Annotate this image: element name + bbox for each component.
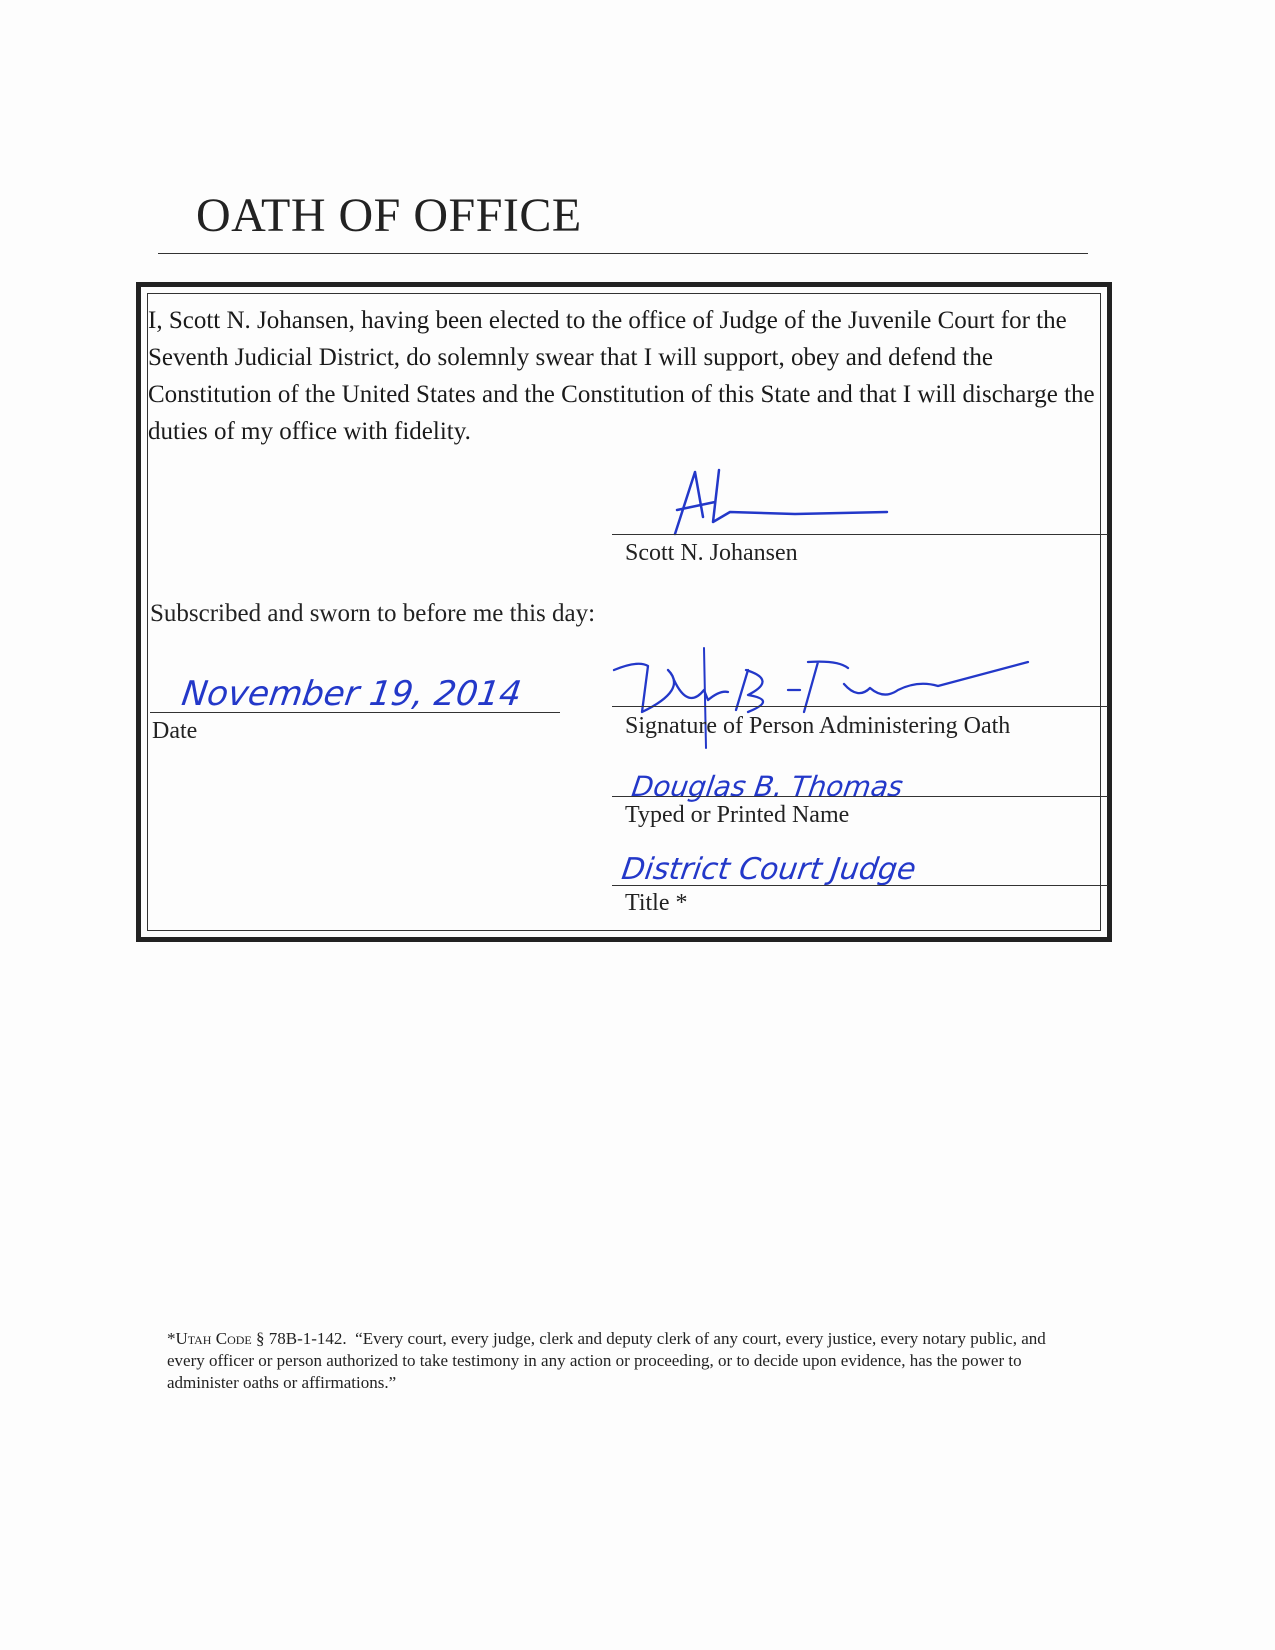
oath-text: I, Scott N. Johansen, having been elected to the office of Judge of the Juvenile Court for the Seventh Judicial District, do solemnly swear that I will support, obey and defend the Constitution of the United States and the Constitution of this State and that I will discharge the duties of my office with fidelity. [148,307,1095,445]
signature-label: Signature of Person Administering Oath [625,713,1011,739]
title-line [612,885,1108,886]
footnote [167,1328,1087,1394]
signature-line [612,706,1108,707]
title-handwritten: District Court Judge [619,852,919,887]
affiant-name-label: Scott N. Johansen [625,540,798,566]
footnote-code-name: Utah Code [175,1329,252,1348]
date-label: Date [152,718,198,744]
date-handwritten: November 19, 2014 [179,674,524,714]
affiant-signature [655,462,895,542]
printed-name-line [612,796,1108,797]
footnote-asterisk: * [167,1329,176,1348]
date-line [150,712,560,713]
title-rule [158,253,1088,254]
printed-name-handwritten: Douglas B. Thomas [629,770,905,803]
document-title: OATH OF OFFICE [196,189,582,242]
title-label: Title * [625,890,688,916]
footnote-quote: “Every court, every judge, clerk and deputy clerk of any court, every justice, every notary public, and every officer or person authorized to take testimony in any action or proceeding, or to decide upon evidence, has the power to administer oaths or affirmations.” [167,1329,1046,1392]
footnote-citation: § 78B-1-142. [255,1329,347,1348]
subscribed-text: Subscribed and sworn to before me this day: [150,600,596,627]
printed-name-label: Typed or Printed Name [625,802,850,828]
affiant-signature-line [612,534,1108,535]
